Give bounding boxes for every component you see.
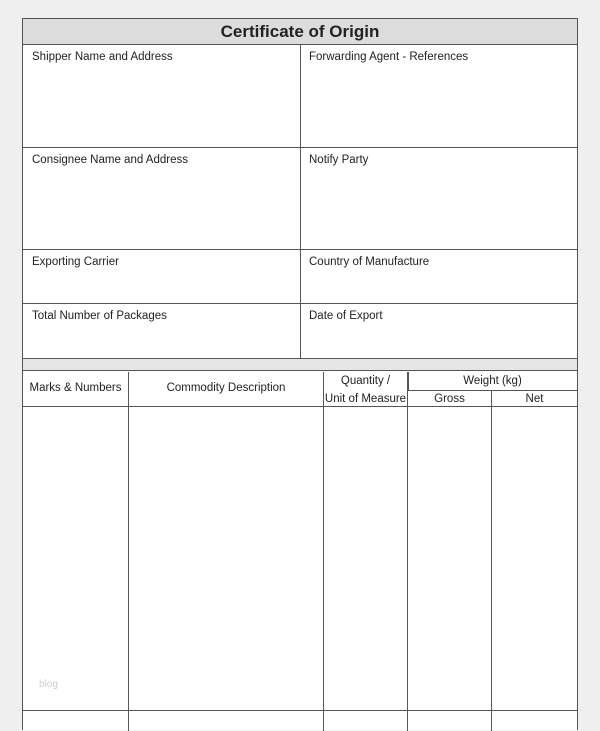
shipper-label: Shipper Name and Address <box>32 51 173 63</box>
column-divider <box>408 372 409 390</box>
date-of-export-field[interactable] <box>300 304 577 358</box>
exporting-carrier-field[interactable] <box>23 250 300 303</box>
column-divider <box>300 45 301 358</box>
weight-subheader-divider <box>408 390 577 391</box>
net-header: Net <box>525 393 544 405</box>
quantity-header-line2: Unit of Measure <box>324 393 407 405</box>
exporting-carrier-label: Exporting Carrier <box>32 256 119 268</box>
notify-party-field[interactable] <box>300 148 577 249</box>
table-header-bottom <box>23 406 577 407</box>
consignee-field[interactable] <box>23 148 300 249</box>
country-of-manufacture-label: Country of Manufacture <box>309 256 430 268</box>
certificate-form <box>22 18 578 730</box>
notify-party-label: Notify Party <box>309 154 369 166</box>
weight-header: Weight (kg) <box>463 375 522 387</box>
quantity-header-line1: Quantity / <box>340 375 391 387</box>
forwarding-agent-label: Forwarding Agent - References <box>309 51 469 63</box>
date-of-export-label: Date of Export <box>309 310 383 322</box>
marks-numbers-header: Marks & Numbers <box>29 382 122 394</box>
total-packages-label: Total Number of Packages <box>32 310 167 322</box>
section-separator <box>23 358 577 371</box>
country-of-manufacture-field[interactable] <box>300 250 577 303</box>
form-bottom-border <box>22 710 578 711</box>
forwarding-agent-field[interactable] <box>300 45 577 146</box>
commodity-description-header: Commodity Description <box>166 382 286 394</box>
shipper-field[interactable] <box>23 45 300 146</box>
gross-header: Gross <box>434 393 465 405</box>
column-divider <box>128 372 129 731</box>
column-divider <box>407 372 408 731</box>
total-packages-field[interactable] <box>23 304 300 358</box>
watermark-text: blog <box>39 679 58 690</box>
column-divider <box>323 372 324 731</box>
consignee-label: Consignee Name and Address <box>32 154 188 166</box>
form-title: Certificate of Origin <box>23 19 577 45</box>
column-divider <box>491 390 492 731</box>
